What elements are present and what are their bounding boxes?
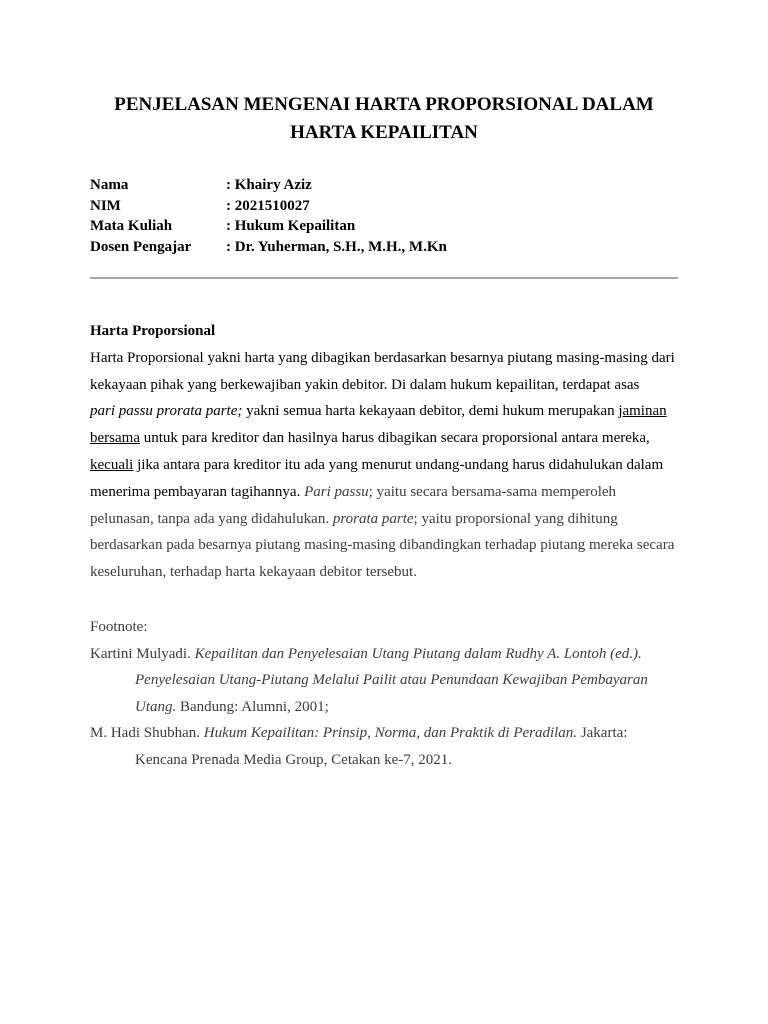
info-value: : Hukum Kepailitan [226, 218, 356, 234]
title-line-2: HARTA KEPAILITAN [290, 122, 478, 143]
info-label: Dosen Pengajar [90, 238, 192, 255]
paragraph-line [90, 425, 690, 452]
underlined-term: kecuali [90, 456, 134, 473]
footnote-section [90, 614, 690, 774]
title-line-1: PENJELASAN MENGENAI HARTA PROPORSIONAL DALAM [114, 94, 654, 115]
reference-publisher: Jakarta: [577, 725, 628, 742]
info-value: : 2021510027 [226, 197, 310, 214]
footnote-label: Footnote: [90, 619, 148, 635]
reference-author: M. Hadi Shubhan. [90, 725, 204, 742]
info-row-mata-kuliah [90, 216, 447, 237]
paragraph-line: keseluruhan, terhadap harta kekayaan debitor tersebut. [90, 564, 417, 581]
info-value: : Khairy Aziz [226, 177, 312, 193]
underlined-term: jaminan [618, 403, 667, 420]
info-value: : Dr. Yuherman, S.H., M.H., M.Kn [226, 238, 447, 255]
paragraph-text: jika antara para kreditor itu ada yang menurut undang-undang harus didahulukan dalam [133, 456, 664, 473]
student-info [90, 175, 447, 257]
info-label: NIM [90, 197, 121, 214]
paragraph-text: yakni semua harta kekayaan debitor, demi hukum merupakan [242, 403, 619, 420]
footnote-reference-1-cont [90, 694, 690, 721]
reference-title: Hukum Kepailitan: Prinsip, Norma, dan Praktik di Peradilan. [203, 725, 578, 742]
paragraph-line [90, 398, 690, 425]
footnote-reference-1-cont [90, 667, 690, 694]
info-label: Nama [90, 177, 129, 193]
footnote-reference-2 [90, 720, 690, 747]
document-title [60, 91, 708, 147]
info-label: Mata Kuliah [90, 218, 173, 234]
section-heading: Harta Proporsional [90, 323, 216, 339]
paragraph-line: berdasarkan pada besarnya piutang masing-masing dibandingkan terhadap piutang mereka secara [90, 537, 675, 554]
paragraph-text: ; yaitu proporsional yang dihitung [413, 510, 618, 527]
info-row-nama [90, 175, 447, 196]
reference-publisher: Kencana Prenada Media Group, Cetakan ke-7, 2021. [135, 751, 452, 768]
paragraph-line: Harta Proporsional yakni harta yang dibagikan berdasarkan besarnya piutang masing-masing dari [90, 349, 675, 366]
paragraph-text: untuk para kreditor dan hasilnya harus dibagikan secara proporsional antara mereka, [139, 430, 650, 447]
paragraph-text: menerima pembayaran tagihannya. [90, 483, 305, 500]
italic-term: Pari passu [304, 483, 369, 500]
info-row-nim [90, 196, 447, 217]
footnote-reference-2-cont [90, 747, 690, 774]
section-harta-proporsional [90, 318, 690, 586]
reference-title: Utang. [135, 698, 177, 715]
paragraph-line [90, 506, 690, 533]
footnote-reference-1 [90, 641, 690, 668]
info-row-dosen [90, 237, 447, 258]
italic-term: pari passu prorata parte; [90, 403, 243, 420]
paragraph-line: kekayaan pihak yang berkewajiban yakin debitor. Di dalam hukum kepailitan, terdapat asas [90, 376, 640, 393]
reference-author: Kartini Mulyadi. [90, 645, 195, 662]
paragraph-line [90, 452, 690, 479]
paragraph-text: ; yaitu secara bersama-sama memperoleh [368, 483, 617, 500]
paragraph-line [90, 479, 690, 506]
reference-title: Kepailitan dan Penyelesaian Utang Piutang dalam Rudhy A. Lontoh (ed.). [194, 645, 642, 662]
horizontal-divider [90, 277, 678, 279]
reference-title: Penyelesaian Utang-Piutang Melalui Pailit atau Penundaan Kewajiban Pembayaran [135, 672, 648, 689]
underlined-term: bersama [90, 430, 140, 447]
reference-publisher: Bandung: Alumni, 2001; [176, 698, 329, 715]
paragraph-text: pelunasan, tanpa ada yang didahulukan. [90, 510, 333, 527]
italic-term: prorata parte [332, 510, 414, 527]
